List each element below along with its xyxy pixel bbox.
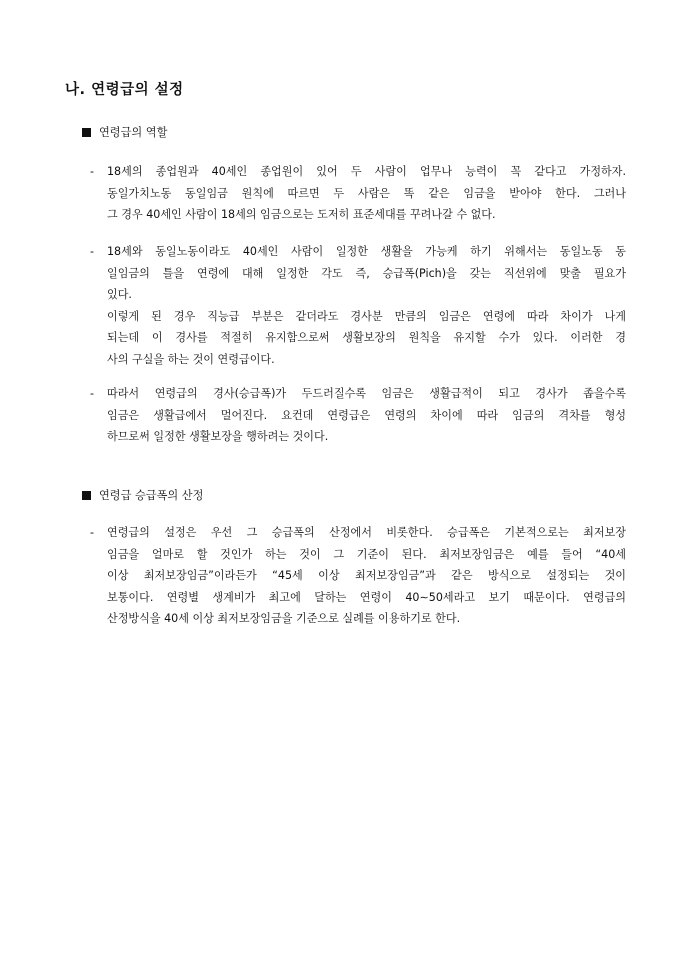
paragraph-item (90, 161, 626, 226)
subsection-heading-text: 연령급 승급폭의 산정 (99, 489, 204, 502)
subsection-heading-role (82, 124, 167, 140)
dash-bullet: - (90, 165, 95, 178)
paragraph-line: 임금을 얼마로 할 것인가 하는 것이 그 기준이 된다. 최저보장임금은 예를 들어 “40세 (107, 547, 626, 561)
square-bullet-icon (82, 491, 91, 500)
dash-bullet: - (90, 387, 95, 400)
paragraph-line: 일임금의 틀을 연령에 대해 일정한 각도 즉, 승급폭(Pich)을 갖는 직선위에 맞출 필요가 (107, 266, 626, 280)
paragraph-line: 연령급의 설정은 우선 그 승급폭의 산정에서 비롯한다. 승급폭은 기본적으로는 최저보장 (107, 526, 626, 539)
section-title: 나. 연령급의 설정 (65, 82, 184, 98)
square-bullet-icon (82, 128, 91, 137)
subsection-heading-step (82, 487, 203, 503)
subsection-heading-text: 연령급의 역할 (99, 126, 168, 139)
paragraph-line: 18세와 동일노동이라도 40세인 사람이 일정한 생활을 가능케 하기 위해서는 동일노동 동 (107, 245, 626, 258)
paragraph-line: 임금은 생활급에서 멀어진다. 요컨데 연령급은 연령의 차이에 따라 임금의 격차를 형성 (107, 408, 626, 422)
paragraph-line: 이렇게 된 경우 직능급 부분은 같더라도 경사분 만큼의 임금은 연령에 따라 차이가 나게 (107, 309, 626, 323)
paragraph-line: 산정방식을 40세 이상 최저보장임금을 기준으로 실례를 이용하기로 한다. (107, 612, 461, 625)
paragraph-item (90, 383, 626, 448)
paragraph-line: 동일가치노동 동일임금 원칙에 따르면 두 사람은 똑 같은 임금을 받아야 한다. 그러나 (107, 186, 626, 200)
paragraph-line: 18세의 종업원과 40세인 종업원이 있어 두 사람이 업무나 능력이 꼭 같다고 가정하자. (107, 165, 626, 178)
paragraph-line: 있다. (107, 288, 132, 301)
paragraph-line: 따라서 연령급의 경사(승급폭)가 두드러질수록 임금은 생활급적이 되고 경사가 좁을수록 (107, 387, 626, 400)
dash-bullet: - (90, 245, 95, 258)
paragraph-item (90, 522, 626, 630)
paragraph-line: 사의 구실을 하는 것이 연령급이다. (107, 352, 275, 366)
paragraph-line: 하므로써 일정한 생활보장을 행하려는 것이다. (107, 430, 329, 443)
paragraph-line: 보통이다. 연령별 생계비가 최고에 달하는 연령이 40∼50세라고 보기 때문이다. 연령급의 (107, 590, 626, 604)
dash-bullet: - (90, 526, 95, 539)
paragraph-line: 이상 최저보장임금”이라든가 “45세 이상 최저보장임금”과 같은 방식으로 설정되는 것이 (107, 569, 626, 582)
paragraph-item (90, 241, 626, 370)
paragraph-line: 그 경우 40세인 사람이 18세의 임금으로는 도저히 표준세대를 꾸려나갈 수 없다. (107, 208, 496, 221)
paragraph-line: 되는데 이 경사를 적절히 유지함으로써 생활보장의 원칙을 유지할 수가 있다. 이러한 경 (107, 331, 626, 344)
